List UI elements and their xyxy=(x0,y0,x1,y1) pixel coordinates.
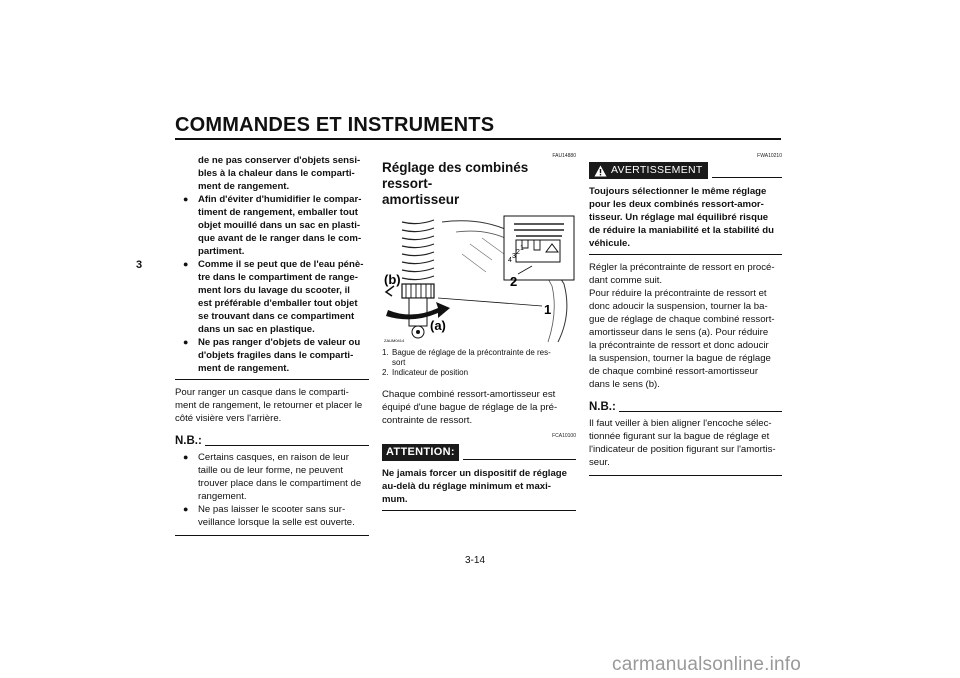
adjuster-ring xyxy=(402,284,434,298)
footer-watermark: carmanualsonline.info xyxy=(612,654,802,675)
text-line: de ne pas conserver d'objets sensi- xyxy=(198,155,361,166)
divider xyxy=(463,459,576,460)
caption-text: Indicateur de position xyxy=(392,368,469,377)
caption-text: sort xyxy=(392,358,406,367)
heading-line: amortisseur xyxy=(382,192,460,207)
notch-label-3: 3 xyxy=(512,253,516,260)
text-line: Certains casques, en raison de leur xyxy=(198,452,349,463)
page-number: 3-14 xyxy=(465,555,486,566)
page-title: COMMANDES ET INSTRUMENTS xyxy=(175,114,495,136)
text-line: dans le sens (b). xyxy=(589,379,660,390)
damper-body xyxy=(409,298,427,326)
text-line: Ne pas ranger d'objets de valeur ou xyxy=(198,337,361,348)
divider xyxy=(205,445,369,446)
list-item xyxy=(175,451,369,503)
nb-header xyxy=(589,401,782,413)
reference-code: FAU14880 xyxy=(552,153,576,159)
text-line: mum. xyxy=(382,494,408,505)
caption-number: 1. xyxy=(382,348,389,357)
divider xyxy=(712,177,782,178)
reference-code: FCA10100 xyxy=(552,433,576,439)
leader-line xyxy=(438,298,542,306)
title-rule xyxy=(175,138,781,140)
text-line: véhicule. xyxy=(589,238,631,249)
text-line: que avant de le ranger dans le com- xyxy=(198,233,362,244)
attention-label: ATTENTION: xyxy=(382,444,459,461)
text-line: Pour réduire la précontrainte de ressort et xyxy=(589,288,767,299)
notch-label-2: 2 xyxy=(516,249,520,256)
divider xyxy=(175,379,369,380)
figure-code: ZAUM0414 xyxy=(384,338,405,343)
text-line: timent de rangement, emballer tout xyxy=(198,207,358,218)
warning-text xyxy=(589,185,782,250)
text-line: de chaque combiné ressort-amortisseur xyxy=(589,366,759,377)
bullet-icon: ● xyxy=(183,259,189,269)
text-line: taille ou de leur forme, ne peuvent xyxy=(198,465,344,476)
text-line: Régler la précontrainte de ressort en procé- xyxy=(589,262,775,273)
caption-number: 2. xyxy=(382,368,389,377)
shock-absorber-figure xyxy=(382,214,576,344)
text-line: Comme il se peut que de l'eau pénè- xyxy=(198,259,364,270)
text-line: équipé d'une bague de réglage de la pré- xyxy=(382,402,558,413)
spring-coils xyxy=(402,220,434,280)
heading-line: Réglage des combinés ressort- xyxy=(382,160,529,191)
figure-caption xyxy=(382,348,576,378)
arrow-b-head xyxy=(386,286,394,296)
detail-inset xyxy=(504,216,574,280)
text-line: l'indicateur de position figurant sur l'amortis- xyxy=(589,444,776,455)
text-line: Ne jamais forcer un dispositif de réglage xyxy=(382,468,567,479)
divider xyxy=(619,411,782,412)
text-line: se trouvant dans ce compartiment xyxy=(198,311,355,322)
text-line: seur. xyxy=(589,457,610,468)
continued-text xyxy=(175,154,369,193)
callout-1: 1 xyxy=(544,302,552,317)
attention-header xyxy=(382,444,576,461)
text-line: ment de rangement. xyxy=(198,181,290,192)
text-line: rangement. xyxy=(198,491,247,502)
bullet-icon: ● xyxy=(183,194,189,204)
divider xyxy=(382,510,576,511)
text-line: tre dans le compartiment de range- xyxy=(198,272,358,283)
text-line: Ne pas laisser le scooter sans sur- xyxy=(198,504,346,515)
nb-header xyxy=(175,435,369,447)
text-line: dant comme suit. xyxy=(589,275,663,286)
warning-badge xyxy=(589,162,708,179)
divider xyxy=(175,535,369,536)
caption-text: Bague de réglage de la précontrainte de res- xyxy=(392,348,551,357)
column-1 xyxy=(175,154,369,536)
notch-label-1: 1 xyxy=(520,245,524,252)
text-line: bles à la chaleur dans le comparti- xyxy=(198,168,355,179)
text-line: veillance lorsque la selle est ouverte. xyxy=(198,517,355,528)
text-line: pour les deux combinés ressort-amor- xyxy=(589,199,764,210)
text-line: partiment. xyxy=(198,246,245,257)
text-line: amortisseur dans le sens (a). Pour réduire xyxy=(589,327,769,338)
text-line: la suspension, tourner la bague de réglage xyxy=(589,353,771,364)
text-line: la précontrainte de ressort et donc adoucir xyxy=(589,340,769,351)
text-line: ment de rangement. xyxy=(198,363,290,374)
paragraph xyxy=(589,261,782,391)
text-line: côté visière vers l'arrière. xyxy=(175,413,282,424)
bullet-icon: ● xyxy=(183,504,189,514)
text-line: donc adoucir la suspension, tourner la ba- xyxy=(589,301,768,312)
attention-text xyxy=(382,467,576,506)
paragraph xyxy=(382,388,576,427)
text-line: ment de rangement, le retourner et placer le xyxy=(175,400,363,411)
text-line: tionnée figurant sur la bague de réglage et xyxy=(589,431,770,442)
text-line: contrainte de ressort. xyxy=(382,415,473,426)
label-b: (b) xyxy=(384,272,401,287)
list-item xyxy=(175,258,369,336)
nb-label: N.B.: xyxy=(589,401,616,413)
warning-icon xyxy=(594,165,607,177)
reference-code: FWA10210 xyxy=(757,153,782,159)
text-line: objet mouillé dans un sac en plasti- xyxy=(198,220,361,231)
nb-text xyxy=(589,417,782,469)
text-line: gue de réglage de chaque combiné ressort- xyxy=(589,314,775,325)
divider xyxy=(589,254,782,255)
text-line: est préférable d'emballer tout objet xyxy=(198,298,358,309)
nb-label: N.B.: xyxy=(175,435,202,447)
column-3 xyxy=(589,153,782,476)
shock-absorber-illustration xyxy=(382,214,576,344)
text-line: Pour ranger un casque dans le comparti- xyxy=(175,387,349,398)
text-line: d'objets fragiles dans le comparti- xyxy=(198,350,354,361)
text-line: tisseur. Un réglage mal équilibré risque xyxy=(589,212,769,223)
text-line: Il faut veiller à bien aligner l'encoche sélec- xyxy=(589,418,772,429)
list-item xyxy=(175,503,369,529)
bullet-icon: ● xyxy=(183,452,189,462)
text-line: de réduire la maniabilité et la stabilité du xyxy=(589,225,774,236)
warning-header xyxy=(589,162,782,179)
notch-label-4: 4 xyxy=(508,257,512,264)
text-line: Afin d'éviter d'humidifier le compar- xyxy=(198,194,362,205)
chapter-tab xyxy=(128,250,150,281)
text-line: au-delà du réglage minimum et maxi- xyxy=(382,481,551,492)
list-item xyxy=(175,193,369,258)
text-line: ment lors du lavage du scooter, il xyxy=(198,285,350,296)
paragraph xyxy=(175,386,369,425)
chapter-number: 3 xyxy=(135,259,143,271)
mount-bolt xyxy=(416,330,420,334)
text-line: dans un sac en plastique. xyxy=(198,324,315,335)
column-2 xyxy=(382,153,576,511)
callout-2: 2 xyxy=(510,274,518,289)
section-heading xyxy=(382,160,576,208)
divider xyxy=(589,475,782,476)
tread-lines xyxy=(462,238,504,272)
list-item xyxy=(175,336,369,375)
text-line: Chaque combiné ressort-amortisseur est xyxy=(382,389,556,400)
text-line: trouver place dans le compartiment de xyxy=(198,478,362,489)
bullet-icon: ● xyxy=(183,337,189,347)
text-line: Toujours sélectionner le même réglage xyxy=(589,186,767,197)
label-a: (a) xyxy=(430,318,446,333)
warning-label: AVERTISSEMENT xyxy=(611,164,703,176)
